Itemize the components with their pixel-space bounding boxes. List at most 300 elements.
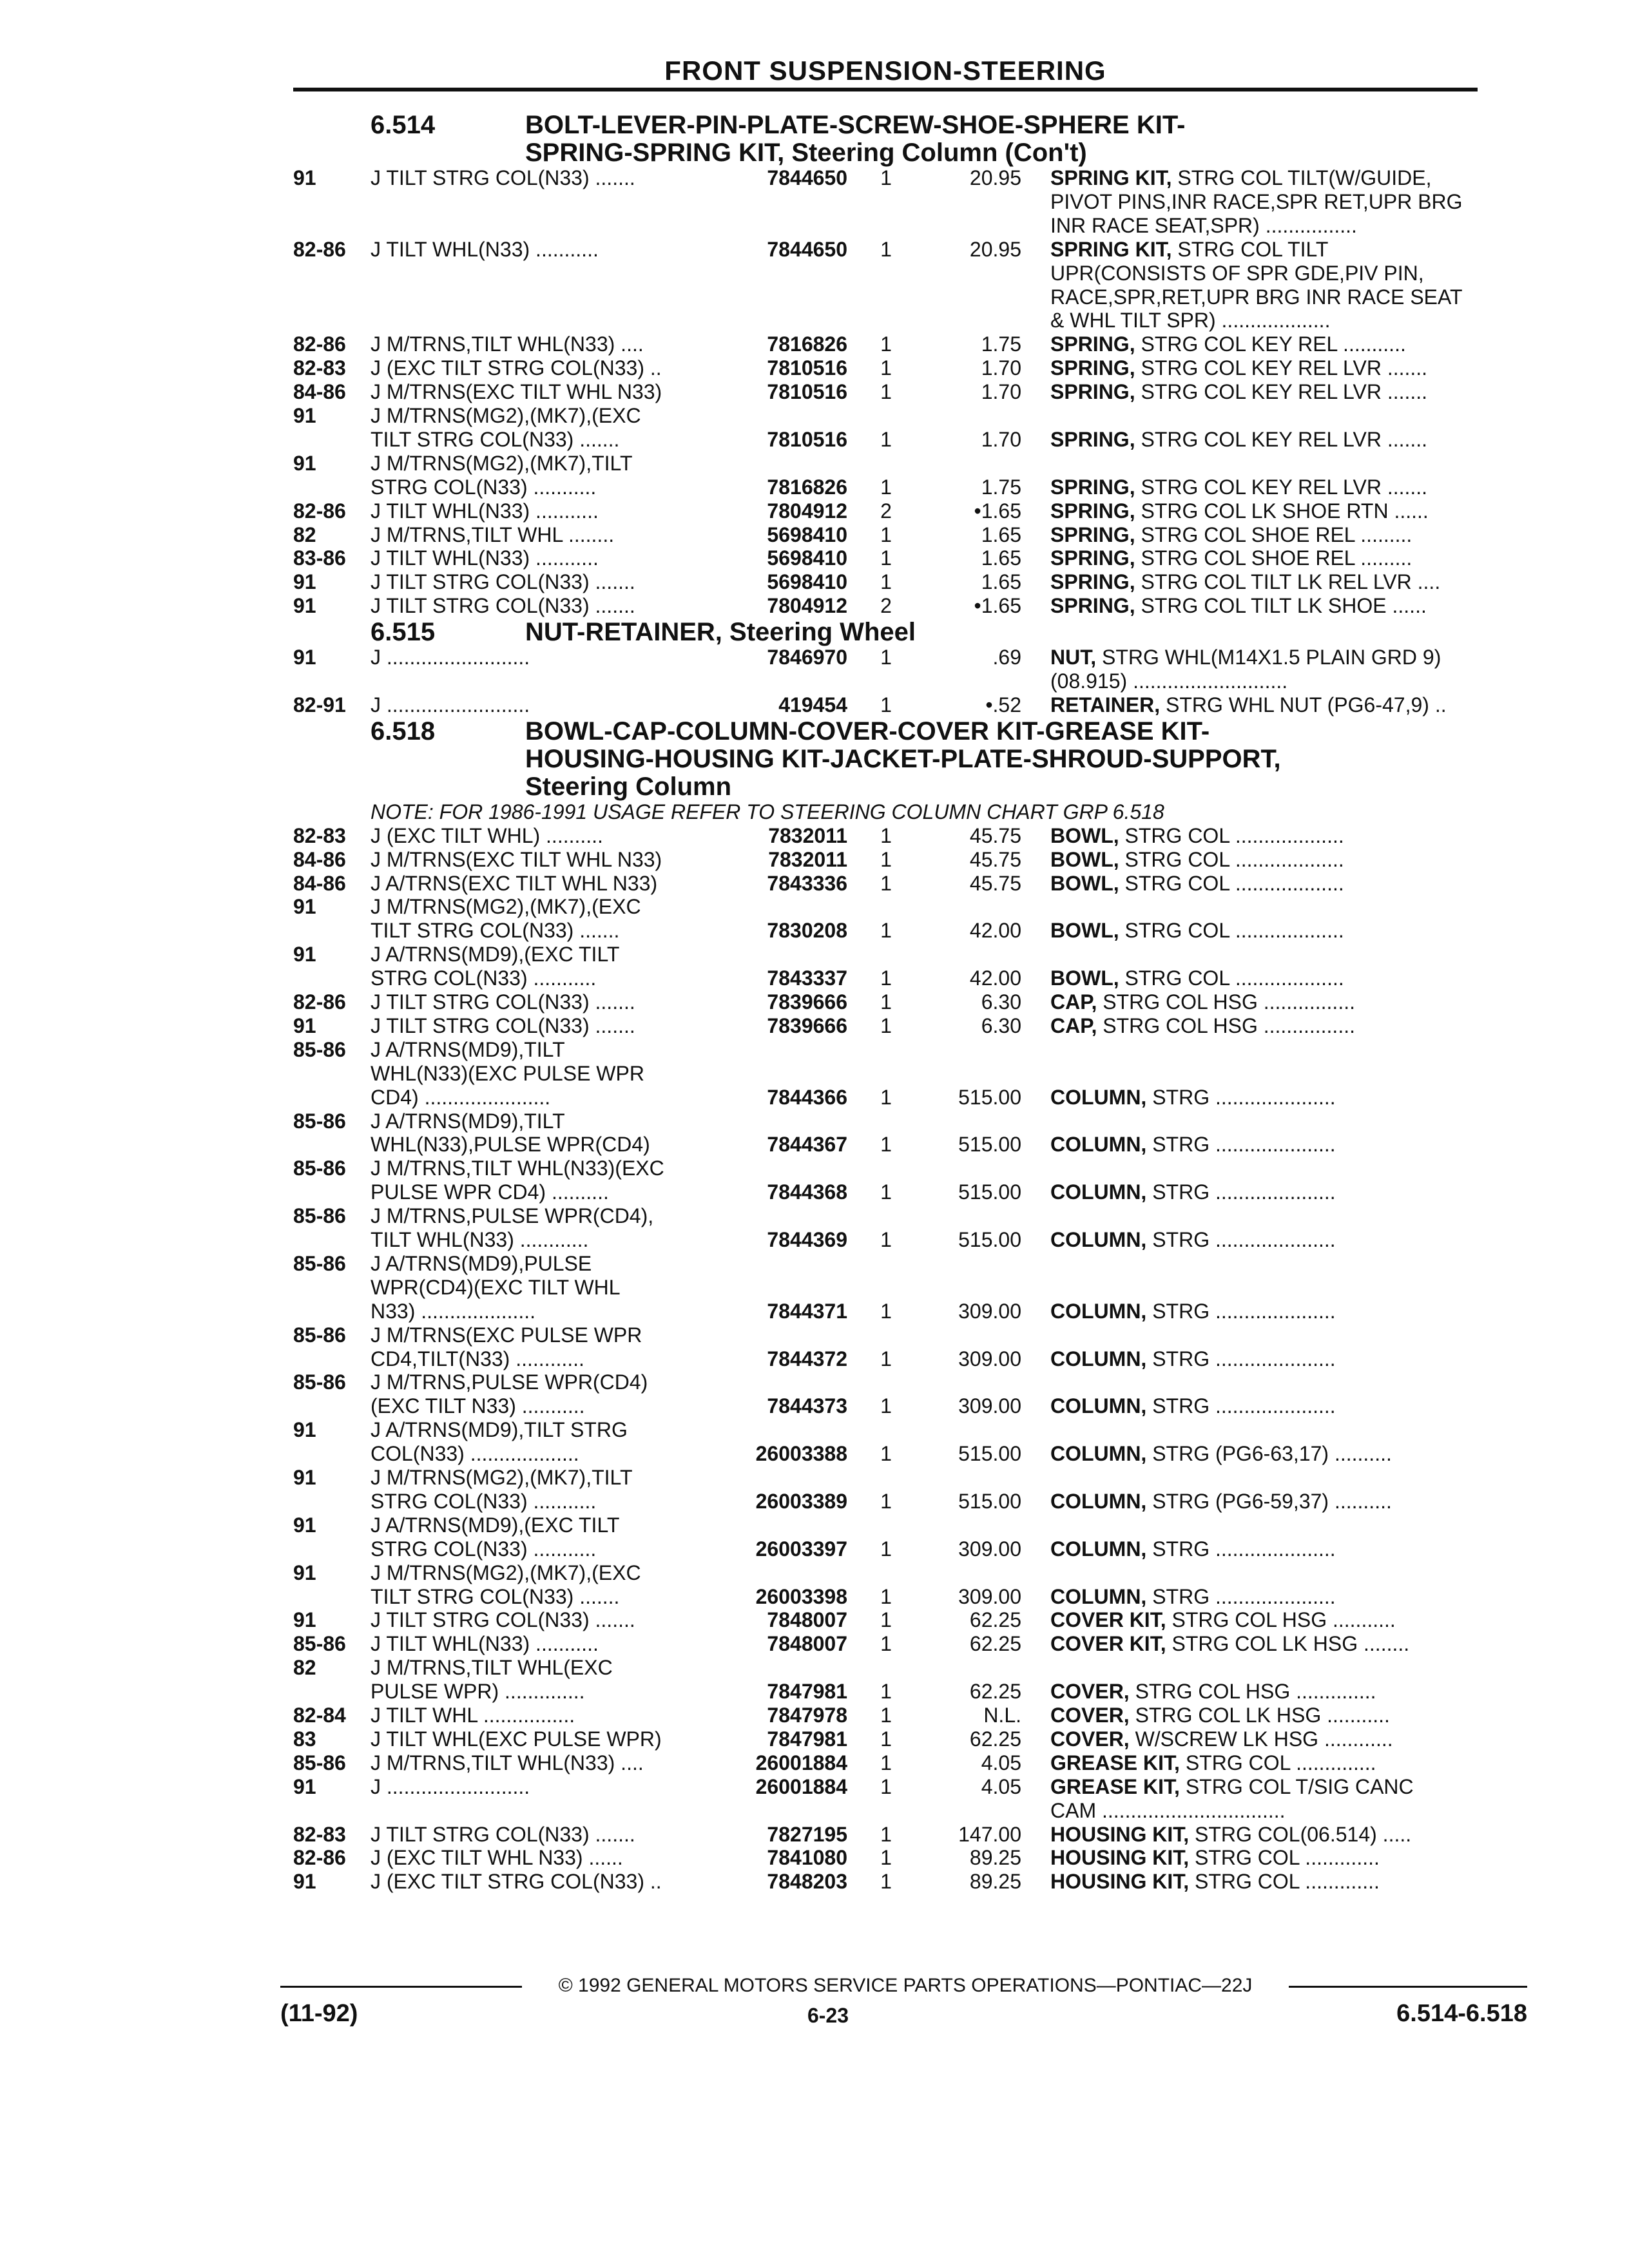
model-years: 83-86 — [293, 546, 346, 570]
model-years: 82-86 — [293, 237, 346, 261]
usage-description: J TILT STRG COL(N33) ....... — [371, 990, 635, 1014]
part-name-rest: W/SCREW LK HSG ............ — [1129, 1727, 1393, 1751]
part-name-rest: STRG COL .............. — [1179, 1751, 1376, 1774]
price: 62.25 — [969, 1632, 1021, 1656]
usage-description: J TILT STRG COL(N33) ....... — [371, 1822, 635, 1846]
part-name — [1050, 1086, 1521, 1109]
price: 515.00 — [958, 1085, 1021, 1109]
part-row — [0, 570, 1629, 593]
price: 515.00 — [958, 1180, 1021, 1204]
price: 45.75 — [969, 823, 1021, 847]
part-name-rest: STRG COL ................... — [1119, 871, 1344, 895]
model-years: 82-86 — [293, 1846, 346, 1870]
usage-description: J M/TRNS,PULSE WPR(CD4), — [371, 1204, 654, 1228]
part-name-bold: COVER, — [1050, 1704, 1130, 1727]
model-years: 82-86 — [293, 499, 346, 523]
part-name — [1050, 1846, 1521, 1869]
usage-description: J TILT STRG COL(N33) ....... — [371, 1014, 635, 1037]
model-years: 83 — [293, 1727, 316, 1751]
model-years: 91 — [293, 1014, 316, 1037]
model-years: 82-91 — [293, 693, 346, 716]
quantity: 1 — [880, 1394, 892, 1418]
part-name — [1050, 262, 1521, 285]
model-years: 91 — [293, 1418, 316, 1442]
price: .69 — [992, 646, 1021, 669]
section-note: NOTE: FOR 1986-1991 USAGE REFER TO STEERING COLUMN CHART GRP 6.518 — [371, 800, 1164, 823]
price: •.52 — [985, 693, 1021, 716]
part-name-bold: CAP, — [1050, 990, 1097, 1014]
price: 4.05 — [981, 1774, 1021, 1798]
part-name — [1050, 356, 1521, 380]
quantity: 1 — [880, 427, 892, 451]
part-name-rest: STRG COL TILT LK REL LVR .... — [1135, 570, 1441, 594]
part-name-rest: STRG COL T/SIG CANC — [1179, 1774, 1414, 1798]
quantity: 1 — [880, 871, 892, 895]
part-name-rest: CAM ................................ — [1050, 1798, 1286, 1822]
part-name — [1050, 1014, 1521, 1037]
part-name-rest: STRG ..................... — [1146, 1228, 1336, 1251]
usage-description: J A/TRNS(MD9),PULSE — [371, 1251, 592, 1275]
part-number: 7810516 — [767, 356, 847, 380]
part-name — [1050, 1823, 1521, 1846]
usage-description: PULSE WPR) .............. — [371, 1680, 585, 1704]
usage-description: J M/TRNS,TILT WHL(EXC — [371, 1656, 613, 1680]
part-name-rest: STRG ..................... — [1146, 1584, 1336, 1608]
model-years: 82-83 — [293, 356, 346, 380]
quantity: 1 — [880, 1680, 892, 1704]
usage-description: J A/TRNS(MD9),TILT — [371, 1037, 565, 1061]
part-name-rest: STRG (PG6-59,37) .......... — [1146, 1489, 1392, 1513]
part-name-bold: COLUMN, — [1050, 1442, 1147, 1466]
part-name-bold: COVER, — [1050, 1727, 1130, 1751]
section-title: BOLT-LEVER-PIN-PLATE-SCREW-SHOE-SPHERE KIT- — [525, 111, 1186, 139]
price: 20.95 — [969, 237, 1021, 261]
part-row — [0, 1086, 1629, 1109]
part-name — [1050, 499, 1521, 523]
part-name — [1050, 594, 1521, 617]
part-row — [0, 499, 1629, 523]
part-number: 7844369 — [767, 1228, 847, 1251]
part-row — [0, 404, 1629, 427]
model-years: 91 — [293, 594, 316, 618]
part-name-bold: GREASE KIT, — [1050, 1751, 1180, 1774]
model-years: 91 — [293, 570, 316, 594]
quantity: 2 — [880, 594, 892, 618]
section-heading — [0, 745, 1629, 773]
part-number: 5698410 — [767, 523, 847, 546]
quantity: 1 — [880, 1727, 892, 1751]
model-years: 82 — [293, 1656, 316, 1680]
part-row — [0, 1442, 1629, 1465]
part-row — [0, 943, 1629, 966]
quantity: 1 — [880, 1347, 892, 1370]
part-row — [0, 990, 1629, 1014]
part-number: 26003398 — [755, 1584, 847, 1608]
quantity: 1 — [880, 966, 892, 990]
model-years: 84-86 — [293, 380, 346, 404]
part-number: 26003389 — [755, 1489, 847, 1513]
model-years: 91 — [293, 1870, 316, 1894]
quantity: 1 — [880, 1299, 892, 1323]
part-name-rest: (08.915) ........................... — [1050, 669, 1288, 693]
price: 515.00 — [958, 1228, 1021, 1251]
part-name-bold: COLUMN, — [1050, 1489, 1147, 1513]
quantity: 1 — [880, 1584, 892, 1608]
model-years: 82-84 — [293, 1704, 346, 1727]
part-name — [1050, 1608, 1521, 1631]
part-name-rest: STRG WHL NUT (PG6-47,9) .. — [1160, 693, 1447, 716]
quantity: 1 — [880, 1180, 892, 1204]
part-number: 7843336 — [767, 871, 847, 895]
footer-rule-left — [280, 1986, 522, 1988]
usage-description: CD4,TILT(N33) ............ — [371, 1347, 584, 1370]
part-name — [1050, 1394, 1521, 1418]
part-name-bold: SPRING, — [1050, 594, 1135, 618]
usage-description: J (EXC TILT STRG COL(N33) .. — [371, 1870, 662, 1894]
model-years: 91 — [293, 451, 316, 475]
price: 515.00 — [958, 1133, 1021, 1157]
part-row — [0, 1370, 1629, 1394]
part-row — [0, 646, 1629, 669]
footer-rule-right — [1289, 1986, 1527, 1988]
quantity: 1 — [880, 1870, 892, 1894]
price: 4.05 — [981, 1751, 1021, 1774]
usage-description: WHL(N33)(EXC PULSE WPR — [371, 1061, 644, 1085]
part-name — [1050, 669, 1521, 693]
price: 62.25 — [969, 1680, 1021, 1704]
part-name-rest: STRG COL TILT — [1171, 237, 1329, 261]
part-name-bold: SPRING, — [1050, 499, 1135, 523]
model-years: 85-86 — [293, 1323, 346, 1347]
part-row — [0, 1394, 1629, 1418]
part-name-bold: SPRING, — [1050, 475, 1135, 499]
footer-section-range: 6.514-6.518 — [1396, 2000, 1527, 2027]
model-years: 91 — [293, 1561, 316, 1584]
part-number: 7839666 — [767, 990, 847, 1014]
price: 42.00 — [969, 919, 1021, 943]
quantity: 1 — [880, 1014, 892, 1037]
part-row — [0, 1252, 1629, 1275]
price: 309.00 — [958, 1299, 1021, 1323]
part-row — [0, 1823, 1629, 1846]
part-name — [1050, 1537, 1521, 1561]
part-name — [1050, 1228, 1521, 1251]
part-name — [1050, 214, 1521, 237]
price: 147.00 — [958, 1822, 1021, 1846]
part-row — [0, 1514, 1629, 1537]
part-number: 26003388 — [755, 1442, 847, 1466]
section-heading — [0, 717, 1629, 745]
usage-description: STRG COL(N33) ........... — [371, 475, 597, 499]
usage-description: COL(N33) ................... — [371, 1442, 579, 1466]
part-row — [0, 1680, 1629, 1703]
part-row — [0, 452, 1629, 475]
part-name-bold: SPRING, — [1050, 332, 1135, 356]
part-number: 7841080 — [767, 1846, 847, 1870]
part-name-bold: SPRING, — [1050, 570, 1135, 594]
part-name-bold: BOWL, — [1050, 847, 1119, 871]
quantity: 1 — [880, 237, 892, 261]
part-row — [0, 1656, 1629, 1679]
quantity: 1 — [880, 1704, 892, 1727]
part-row — [0, 1561, 1629, 1584]
part-name — [1050, 476, 1521, 499]
usage-description: J M/TRNS,TILT WHL(N33) .... — [371, 332, 644, 356]
part-name-bold: CAP, — [1050, 1014, 1097, 1037]
part-name-bold: SPRING, — [1050, 546, 1135, 570]
quantity: 1 — [880, 1489, 892, 1513]
part-number: 26003397 — [755, 1537, 847, 1561]
usage-description: J TILT WHL(N33) ........... — [371, 499, 599, 523]
quantity: 1 — [880, 523, 892, 546]
price: •1.65 — [974, 594, 1021, 618]
quantity: 1 — [880, 1751, 892, 1774]
usage-description: J A/TRNS(MD9),TILT — [371, 1109, 565, 1133]
part-row — [0, 1180, 1629, 1204]
quantity: 1 — [880, 1846, 892, 1870]
part-number: 7839666 — [767, 1014, 847, 1037]
model-years: 91 — [293, 1774, 316, 1798]
price: 45.75 — [969, 871, 1021, 895]
part-number: 7844367 — [767, 1133, 847, 1157]
usage-description: PULSE WPR CD4) .......... — [371, 1180, 609, 1204]
part-row — [0, 1799, 1629, 1822]
part-row — [0, 693, 1629, 716]
part-row — [0, 1775, 1629, 1798]
usage-description: J M/TRNS(MG2),(MK7),(EXC — [371, 895, 641, 919]
part-number: 5698410 — [767, 570, 847, 594]
part-name-bold: SPRING, — [1050, 380, 1135, 404]
part-number: 7844372 — [767, 1347, 847, 1370]
part-name-rest: STRG COL HSG ........... — [1166, 1608, 1396, 1632]
part-name-rest: STRG COL ................... — [1119, 966, 1344, 990]
model-years: 91 — [293, 1466, 316, 1489]
model-years: 84-86 — [293, 847, 346, 871]
part-name — [1050, 1133, 1521, 1156]
part-name — [1050, 1632, 1521, 1655]
part-row — [0, 1038, 1629, 1061]
section-heading — [0, 773, 1629, 801]
quantity: 1 — [880, 847, 892, 871]
section-number: 6.518 — [371, 716, 436, 745]
usage-description: STRG COL(N33) ........... — [371, 966, 597, 990]
usage-description: J ......................... — [371, 693, 530, 716]
part-number: 7816826 — [767, 332, 847, 356]
price: 309.00 — [958, 1394, 1021, 1418]
model-years: 85-86 — [293, 1370, 346, 1394]
part-name — [1050, 1680, 1521, 1703]
model-years: 82-86 — [293, 332, 346, 356]
usage-description: WPR(CD4)(EXC TILT WHL — [371, 1275, 621, 1299]
quantity: 1 — [880, 570, 892, 594]
part-name-bold: COLUMN, — [1050, 1133, 1147, 1157]
part-row — [0, 919, 1629, 942]
part-name-rest: STRG (PG6-63,17) .......... — [1146, 1442, 1392, 1466]
usage-description: STRG COL(N33) ........... — [371, 1489, 597, 1513]
section-title: HOUSING-HOUSING KIT-JACKET-PLATE-SHROUD-SUPPORT, — [525, 744, 1281, 773]
part-name-rest: STRG ..................... — [1146, 1085, 1336, 1109]
part-name — [1050, 990, 1521, 1014]
usage-description: J M/TRNS,TILT WHL(N33)(EXC — [371, 1157, 664, 1180]
part-name-rest: STRG ..................... — [1146, 1394, 1336, 1418]
part-name — [1050, 1870, 1521, 1893]
part-name — [1050, 523, 1521, 546]
part-name-rest: STRG COL ................... — [1119, 823, 1344, 847]
part-name-bold: COLUMN, — [1050, 1347, 1147, 1370]
part-name-rest: & WHL TILT SPR) ................... — [1050, 309, 1331, 332]
model-years: 91 — [293, 404, 316, 427]
price: 1.65 — [981, 523, 1021, 546]
usage-description: J TILT WHL(N33) ........... — [371, 546, 599, 570]
usage-description: J M/TRNS(EXC TILT WHL N33) — [371, 847, 662, 871]
part-name-bold: COVER, — [1050, 1680, 1130, 1704]
part-name-rest: STRG ..................... — [1146, 1299, 1336, 1323]
part-name-rest: STRG COL ............. — [1189, 1870, 1380, 1894]
model-years: 85-86 — [293, 1109, 346, 1133]
usage-description: J A/TRNS(MD9),(EXC TILT — [371, 943, 620, 966]
part-number: 26001884 — [755, 1751, 847, 1774]
footer-date: (11-92) — [280, 2000, 358, 2027]
part-name — [1050, 919, 1521, 942]
price: 1.65 — [981, 546, 1021, 570]
price: 1.75 — [981, 332, 1021, 356]
part-name — [1050, 238, 1521, 261]
part-name-bold: SPRING, — [1050, 427, 1135, 451]
part-row — [0, 824, 1629, 847]
part-row — [0, 669, 1629, 693]
usage-description: J M/TRNS(EXC TILT WHL N33) — [371, 380, 662, 404]
model-years: 85-86 — [293, 1751, 346, 1774]
part-name-rest: INR RACE SEAT,SPR) ................ — [1050, 213, 1357, 237]
model-years: 82-86 — [293, 990, 346, 1014]
usage-description: J TILT STRG COL(N33) ....... — [371, 1608, 635, 1632]
model-years: 91 — [293, 646, 316, 669]
part-number: 7844650 — [767, 166, 847, 189]
price: 1.65 — [981, 570, 1021, 594]
usage-description: N33) .................... — [371, 1299, 536, 1323]
part-name-rest: STRG COL KEY REL LVR ....... — [1135, 380, 1428, 404]
model-years: 85-86 — [293, 1632, 346, 1656]
part-name-bold: COLUMN, — [1050, 1085, 1147, 1109]
part-row — [0, 1870, 1629, 1893]
part-name-bold: COLUMN, — [1050, 1299, 1147, 1323]
quantity: 1 — [880, 1822, 892, 1846]
part-row — [0, 1062, 1629, 1085]
part-name — [1050, 824, 1521, 847]
part-row — [0, 1300, 1629, 1323]
part-number: 7804912 — [767, 594, 847, 618]
usage-description: J M/TRNS,TILT WHL ........ — [371, 523, 615, 546]
model-years: 85-86 — [293, 1251, 346, 1275]
part-number: 7847978 — [767, 1704, 847, 1727]
part-name-rest: STRG COL SHOE REL ......... — [1135, 523, 1412, 546]
quantity: 1 — [880, 646, 892, 669]
price: 89.25 — [969, 1870, 1021, 1894]
part-name — [1050, 1751, 1521, 1774]
part-name-rest: STRG COL KEY REL ........... — [1135, 332, 1406, 356]
part-row — [0, 1276, 1629, 1299]
part-name-rest: STRG COL ................... — [1119, 847, 1344, 871]
part-number: 7832011 — [768, 847, 847, 871]
section-heading — [0, 618, 1629, 646]
part-row — [0, 380, 1629, 403]
part-row — [0, 1466, 1629, 1489]
part-name — [1050, 872, 1521, 895]
part-name — [1050, 966, 1521, 990]
usage-description: TILT STRG COL(N33) ....... — [371, 427, 620, 451]
model-years: 85-86 — [293, 1204, 346, 1228]
part-number: 7848007 — [767, 1608, 847, 1632]
quantity: 1 — [880, 1537, 892, 1561]
part-row — [0, 1204, 1629, 1227]
part-row — [0, 428, 1629, 451]
usage-description: J TILT STRG COL(N33) ....... — [371, 570, 635, 594]
part-row — [0, 594, 1629, 617]
part-name-rest: STRG ..................... — [1146, 1347, 1336, 1370]
usage-description: WHL(N33),PULSE WPR(CD4) — [371, 1133, 650, 1157]
usage-description: (EXC TILT N33) ........... — [371, 1394, 585, 1418]
part-name-rest: PIVOT PINS,INR RACE,SPR RET,UPR BRG — [1050, 189, 1463, 213]
usage-description: J ......................... — [371, 646, 530, 669]
usage-description: J A/TRNS(MD9),(EXC TILT — [371, 1513, 620, 1537]
model-years: 82-83 — [293, 1822, 346, 1846]
footer-copyright: © 1992 GENERAL MOTORS SERVICE PARTS OPERATIONS—PONTIAC—22J — [558, 1975, 1253, 1996]
part-row — [0, 356, 1629, 380]
part-name — [1050, 1727, 1521, 1751]
footer-page-number: 6-23 — [807, 2004, 849, 2027]
part-number: 5698410 — [767, 546, 847, 570]
part-number: 7827195 — [767, 1822, 847, 1846]
model-years: 82 — [293, 523, 316, 546]
usage-description: J TILT STRG COL(N33) ....... — [371, 594, 635, 618]
section-number: 6.515 — [371, 618, 436, 647]
part-name-rest: STRG COL KEY REL LVR ....... — [1135, 356, 1428, 380]
part-name-bold: COLUMN, — [1050, 1180, 1147, 1204]
price: 20.95 — [969, 166, 1021, 189]
usage-description: J (EXC TILT WHL N33) ...... — [371, 1846, 623, 1870]
part-name — [1050, 1704, 1521, 1727]
quantity: 1 — [880, 1608, 892, 1632]
part-row — [0, 523, 1629, 546]
usage-description: J TILT WHL(N33) ........... — [371, 237, 599, 261]
part-name-bold: NUT, — [1050, 646, 1097, 669]
part-number: 7804912 — [767, 499, 847, 523]
usage-description: STRG COL(N33) ........... — [371, 1537, 597, 1561]
part-name — [1050, 1347, 1521, 1370]
usage-description: J TILT STRG COL(N33) ....... — [371, 166, 635, 189]
part-row — [0, 214, 1629, 237]
price: 309.00 — [958, 1347, 1021, 1370]
usage-description: J A/TRNS(EXC TILT WHL N33) — [371, 871, 658, 895]
part-number: 7848203 — [767, 1870, 847, 1894]
part-row — [0, 1014, 1629, 1037]
part-row — [0, 872, 1629, 895]
part-row — [0, 1157, 1629, 1180]
part-row — [0, 1608, 1629, 1631]
part-name-rest: STRG WHL(M14X1.5 PLAIN GRD 9) — [1096, 646, 1441, 669]
part-name — [1050, 380, 1521, 403]
part-row — [0, 1110, 1629, 1133]
part-number: 7844650 — [767, 237, 847, 261]
part-name-bold: BOWL, — [1050, 871, 1119, 895]
part-number: 7844368 — [767, 1180, 847, 1204]
part-name-bold: HOUSING KIT, — [1050, 1846, 1190, 1870]
part-row — [0, 1727, 1629, 1751]
part-name-bold: HOUSING KIT, — [1050, 1822, 1190, 1846]
usage-description: J M/TRNS(MG2),(MK7),TILT — [371, 1466, 633, 1489]
part-number: 7847981 — [767, 1680, 847, 1704]
part-row — [0, 238, 1629, 261]
